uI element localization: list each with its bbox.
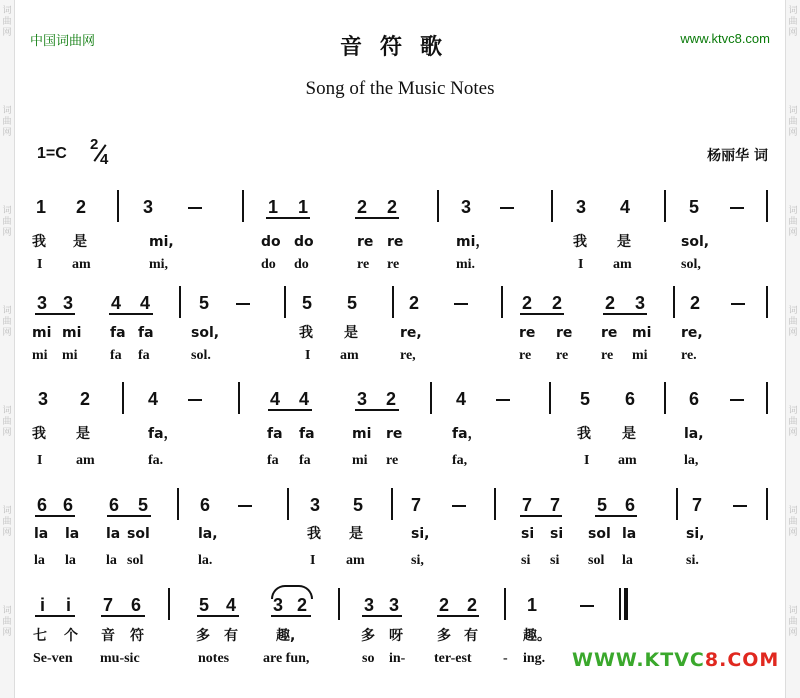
note: 3 — [63, 293, 74, 313]
bar-line — [117, 190, 119, 222]
dash — [496, 399, 510, 401]
note: 5 — [199, 595, 210, 615]
lyric-en: are fun, — [263, 651, 310, 666]
lyric-cn: re, — [681, 325, 703, 341]
lyric-en: re, — [400, 348, 416, 363]
song-title: 音符歌 — [339, 35, 460, 60]
lyric-en: am — [76, 453, 95, 468]
note: 5 — [138, 495, 149, 515]
watermark-text: 词曲网 — [2, 6, 12, 38]
lyric-cn: mi, — [149, 234, 174, 250]
lyric-cn: 我 — [573, 234, 587, 250]
bar-line — [437, 190, 439, 222]
lyric-en: la, — [684, 453, 699, 468]
brand-watermark-red: 8.COM — [704, 649, 780, 671]
bar-line — [177, 488, 179, 520]
dash — [731, 303, 745, 305]
underline — [520, 515, 562, 517]
watermark-text: 词曲网 — [2, 506, 12, 538]
bar-line — [504, 588, 506, 620]
bar-line — [664, 382, 666, 414]
note: 5 — [580, 389, 591, 409]
bar-line — [284, 286, 286, 318]
underline — [362, 615, 402, 617]
underline — [268, 409, 312, 411]
underline — [266, 217, 310, 219]
note: 4 — [226, 595, 237, 615]
lyric-cn: 我 — [32, 234, 46, 250]
lyric-cn: mi — [632, 325, 652, 341]
lyric-cn: 是 — [622, 426, 636, 442]
lyric-cn: si, — [411, 526, 430, 542]
note: 5 — [302, 293, 313, 313]
note: 2 — [357, 197, 368, 217]
lyric-en: notes — [198, 651, 230, 666]
lyric-en: sol — [588, 553, 605, 568]
lyric-en: la. — [198, 553, 213, 568]
bar-line — [664, 190, 666, 222]
note: 4 — [620, 197, 631, 217]
note: 3 — [37, 293, 48, 313]
lyric-cn: re, — [400, 325, 422, 341]
lyric-cn: sol, — [191, 325, 220, 341]
lyric-en: si — [550, 553, 560, 568]
lyric-cn: 趣。 — [523, 628, 551, 644]
lyric-cn: la — [106, 526, 121, 542]
bar-line — [122, 382, 124, 414]
note: 7 — [103, 595, 114, 615]
lyric-cn: la — [34, 526, 49, 542]
note: i — [40, 595, 46, 615]
underline — [109, 313, 153, 315]
bar-line — [179, 286, 181, 318]
watermark-text: 词曲网 — [788, 106, 798, 138]
note: 3 — [389, 595, 400, 615]
note: 3 — [273, 595, 284, 615]
lyric-en: re. — [681, 348, 697, 363]
lyric-en: mi — [632, 348, 648, 363]
note: 5 — [199, 293, 210, 313]
bar-line — [766, 488, 768, 520]
lyricist-credit: 杨丽华 词 — [707, 148, 768, 164]
note: 3 — [576, 197, 587, 217]
bar-line — [430, 382, 432, 414]
lyric-cn: fa， — [148, 426, 178, 442]
lyric-en: fa — [267, 453, 279, 468]
note: 2 — [387, 197, 398, 217]
note: 4 — [111, 293, 122, 313]
lyric-cn: re — [386, 426, 403, 442]
dash — [238, 505, 252, 507]
note: 3 — [38, 389, 49, 409]
bar-line — [494, 488, 496, 520]
lyric-cn: fa — [299, 426, 315, 442]
lyric-en: I — [310, 553, 316, 568]
lyric-cn: 多 — [361, 628, 375, 644]
watermark-text: 词曲网 — [2, 406, 12, 438]
lyric-cn: 我 — [307, 526, 321, 542]
lyric-en: I — [578, 257, 584, 272]
note: 6 — [63, 495, 74, 515]
note: 5 — [597, 495, 608, 515]
lyric-cn: si — [550, 526, 564, 542]
lyric-cn: 多 — [437, 628, 451, 644]
lyric-en: re — [601, 348, 614, 363]
note: 1 — [268, 197, 279, 217]
note: 2 — [552, 293, 563, 313]
lyric-cn: 有 — [464, 628, 478, 644]
lyric-en: la — [34, 553, 45, 568]
note: 3 — [461, 197, 472, 217]
lyric-cn: mi — [352, 426, 372, 442]
right-watermark-strip — [785, 0, 800, 698]
note: 5 — [347, 293, 358, 313]
bar-line — [766, 190, 768, 222]
lyric-cn: 是 — [617, 234, 631, 250]
site-url: www.ktvc8.com — [680, 31, 770, 46]
lyric-en: la — [106, 553, 117, 568]
note: 1 — [527, 595, 538, 615]
note: 2 — [467, 595, 478, 615]
bar-line — [551, 190, 553, 222]
lyric-en: mu-sic — [100, 651, 140, 666]
lyric-en: so — [362, 651, 375, 666]
bar-line — [673, 286, 675, 318]
bar-line — [338, 588, 340, 620]
lyric-en: am — [613, 257, 632, 272]
underline — [107, 515, 151, 517]
note: 7 — [692, 495, 703, 515]
lyric-cn: si — [521, 526, 535, 542]
underline — [355, 409, 399, 411]
lyric-cn: 趣, — [276, 628, 296, 644]
note: 6 — [689, 389, 700, 409]
lyric-cn: fa — [267, 426, 283, 442]
lyric-cn: re — [519, 325, 536, 341]
lyric-cn: si, — [686, 526, 705, 542]
lyric-cn: sol, — [681, 234, 710, 250]
time-signature-denominator: 4 — [100, 151, 109, 168]
lyric-cn: fa — [110, 325, 126, 341]
lyric-en: I — [584, 453, 590, 468]
lyric-cn: 呀 — [389, 628, 403, 644]
watermark-text: 词曲网 — [788, 6, 798, 38]
lyric-en: Se-ven — [33, 651, 73, 666]
underline — [355, 217, 399, 219]
underline — [271, 615, 311, 617]
lyric-en: fa, — [452, 453, 468, 468]
lyric-en: I — [37, 453, 43, 468]
brand-watermark — [572, 649, 779, 671]
note: 6 — [625, 495, 636, 515]
lyric-en: - — [503, 651, 508, 666]
note: 6 — [200, 495, 211, 515]
lyric-cn: fa — [138, 325, 154, 341]
watermark-text: 词曲网 — [2, 606, 12, 638]
underline — [197, 615, 239, 617]
note: 2 — [80, 389, 91, 409]
lyric-cn: re — [556, 325, 573, 341]
lyric-en: la — [65, 553, 76, 568]
note: 4 — [140, 293, 151, 313]
note: 7 — [550, 495, 561, 515]
note: 4 — [456, 389, 467, 409]
dash — [188, 207, 202, 209]
note: 5 — [353, 495, 364, 515]
lyric-cn: 是 — [349, 526, 363, 542]
lyric-en: re — [357, 257, 370, 272]
watermark-text: 词曲网 — [788, 506, 798, 538]
underline — [520, 313, 564, 315]
lyric-cn: 我 — [577, 426, 591, 442]
lyric-cn: 多 — [196, 628, 210, 644]
note: 3 — [635, 293, 646, 313]
note: 3 — [357, 389, 368, 409]
note: 2 — [605, 293, 616, 313]
left-watermark-strip — [0, 0, 15, 698]
note: 7 — [411, 495, 422, 515]
lyric-en: re — [387, 257, 400, 272]
watermark-text: 词曲网 — [788, 606, 798, 638]
watermark-text: 词曲网 — [2, 106, 12, 138]
lyric-en: am — [346, 553, 365, 568]
song-subtitle: Song of the Music Notes — [305, 78, 495, 99]
key-signature: 1=C — [37, 145, 67, 162]
underline — [35, 313, 75, 315]
lyric-en: mi. — [456, 257, 476, 272]
lyric-cn: 是 — [344, 325, 358, 341]
lyric-en: in- — [389, 651, 406, 666]
lyric-cn: mi， — [456, 234, 490, 250]
bar-line — [501, 286, 503, 318]
lyric-cn: la, — [684, 426, 704, 442]
lyric-cn: re — [387, 234, 404, 250]
underline — [35, 615, 75, 617]
underline — [603, 313, 647, 315]
lyric-en: re — [519, 348, 532, 363]
lyric-en: ing. — [523, 651, 546, 666]
note: 6 — [131, 595, 142, 615]
lyric-en: do — [294, 257, 309, 272]
lyric-en: am — [72, 257, 91, 272]
note: 7 — [522, 495, 533, 515]
lyric-en: fa — [138, 348, 150, 363]
bar-line — [242, 190, 244, 222]
lyric-en: si, — [411, 553, 424, 568]
lyric-en: si — [521, 553, 531, 568]
note: 2 — [76, 197, 87, 217]
lyric-cn: re — [357, 234, 374, 250]
lyric-en: sol — [127, 553, 144, 568]
lyric-cn: 是 — [76, 426, 90, 442]
lyric-cn: 是 — [73, 234, 87, 250]
underline — [595, 515, 637, 517]
lyric-cn: la — [622, 526, 637, 542]
lyric-cn: sol — [127, 526, 150, 542]
dash — [730, 399, 744, 401]
lyric-cn: la, — [198, 526, 218, 542]
dash — [236, 303, 250, 305]
lyric-en: mi — [352, 453, 368, 468]
lyric-cn: la — [65, 526, 80, 542]
lyric-en: am — [618, 453, 637, 468]
bar-line — [676, 488, 678, 520]
underline — [437, 615, 479, 617]
watermark-text: 词曲网 — [788, 206, 798, 238]
lyric-en: si. — [686, 553, 699, 568]
lyric-cn: mi — [32, 325, 52, 341]
lyric-en: am — [340, 348, 359, 363]
lyric-cn: 我 — [299, 325, 313, 341]
lyric-en: re — [556, 348, 569, 363]
note: 3 — [310, 495, 321, 515]
lyric-cn: 我 — [32, 426, 46, 442]
note: 5 — [689, 197, 700, 217]
underline — [101, 615, 145, 617]
note: 2 — [386, 389, 397, 409]
lyric-cn: sol — [588, 526, 611, 542]
dash — [452, 505, 466, 507]
lyric-en: I — [37, 257, 43, 272]
lyric-en: mi — [32, 348, 48, 363]
note: 4 — [299, 389, 310, 409]
lyric-cn: do — [261, 234, 281, 250]
lyric-en: I — [305, 348, 311, 363]
lyric-en: sol, — [681, 257, 701, 272]
watermark-text: 词曲网 — [2, 306, 12, 338]
note: 4 — [270, 389, 281, 409]
lyric-cn: 音 — [101, 628, 115, 644]
note: i — [66, 595, 72, 615]
time-signature-numerator: 2 — [90, 136, 99, 153]
note: 2 — [297, 595, 308, 615]
dash — [454, 303, 468, 305]
brand-watermark-green: WWW.KTVC — [572, 649, 705, 671]
lyric-en: ter-est — [434, 651, 472, 666]
lyric-en: mi, — [149, 257, 169, 272]
final-bar-thick — [624, 588, 628, 620]
lyric-en: sol. — [191, 348, 211, 363]
lyric-en: fa — [299, 453, 311, 468]
note: 2 — [690, 293, 701, 313]
note: 1 — [36, 197, 47, 217]
watermark-text: 词曲网 — [788, 406, 798, 438]
lyric-cn: do — [294, 234, 314, 250]
note: 4 — [148, 389, 159, 409]
note: 3 — [364, 595, 375, 615]
note: 6 — [109, 495, 120, 515]
lyric-en: fa. — [148, 453, 164, 468]
lyric-en: la — [622, 553, 633, 568]
lyric-en: do — [261, 257, 276, 272]
bar-line — [391, 488, 393, 520]
bar-line — [392, 286, 394, 318]
bar-line — [287, 488, 289, 520]
lyric-cn: 符 — [130, 628, 144, 644]
dash — [580, 605, 594, 607]
dash — [733, 505, 747, 507]
final-bar-thin — [619, 588, 621, 620]
note: 2 — [439, 595, 450, 615]
time-signature — [88, 136, 112, 170]
note: 6 — [37, 495, 48, 515]
dash — [188, 399, 202, 401]
lyric-en: mi — [62, 348, 78, 363]
bar-line — [766, 382, 768, 414]
lyric-en: fa — [110, 348, 122, 363]
bar-line — [766, 286, 768, 318]
dash — [500, 207, 514, 209]
lyric-cn: 有 — [224, 628, 238, 644]
dash — [730, 207, 744, 209]
lyric-cn: re — [601, 325, 618, 341]
watermark-text: 词曲网 — [788, 306, 798, 338]
note: 2 — [409, 293, 420, 313]
watermark-text: 词曲网 — [2, 206, 12, 238]
note: 2 — [522, 293, 533, 313]
lyric-cn: mi — [62, 325, 82, 341]
note: 1 — [298, 197, 309, 217]
lyric-en: re — [386, 453, 399, 468]
lyric-cn: 个 — [64, 628, 78, 644]
note: 3 — [143, 197, 154, 217]
note: 6 — [625, 389, 636, 409]
bar-line — [549, 382, 551, 414]
lyric-cn: fa， — [452, 426, 482, 442]
bar-line — [168, 588, 170, 620]
bar-line — [238, 382, 240, 414]
site-name: 中国词曲网 — [30, 34, 96, 49]
underline — [35, 515, 75, 517]
lyric-cn: 七 — [33, 628, 47, 644]
